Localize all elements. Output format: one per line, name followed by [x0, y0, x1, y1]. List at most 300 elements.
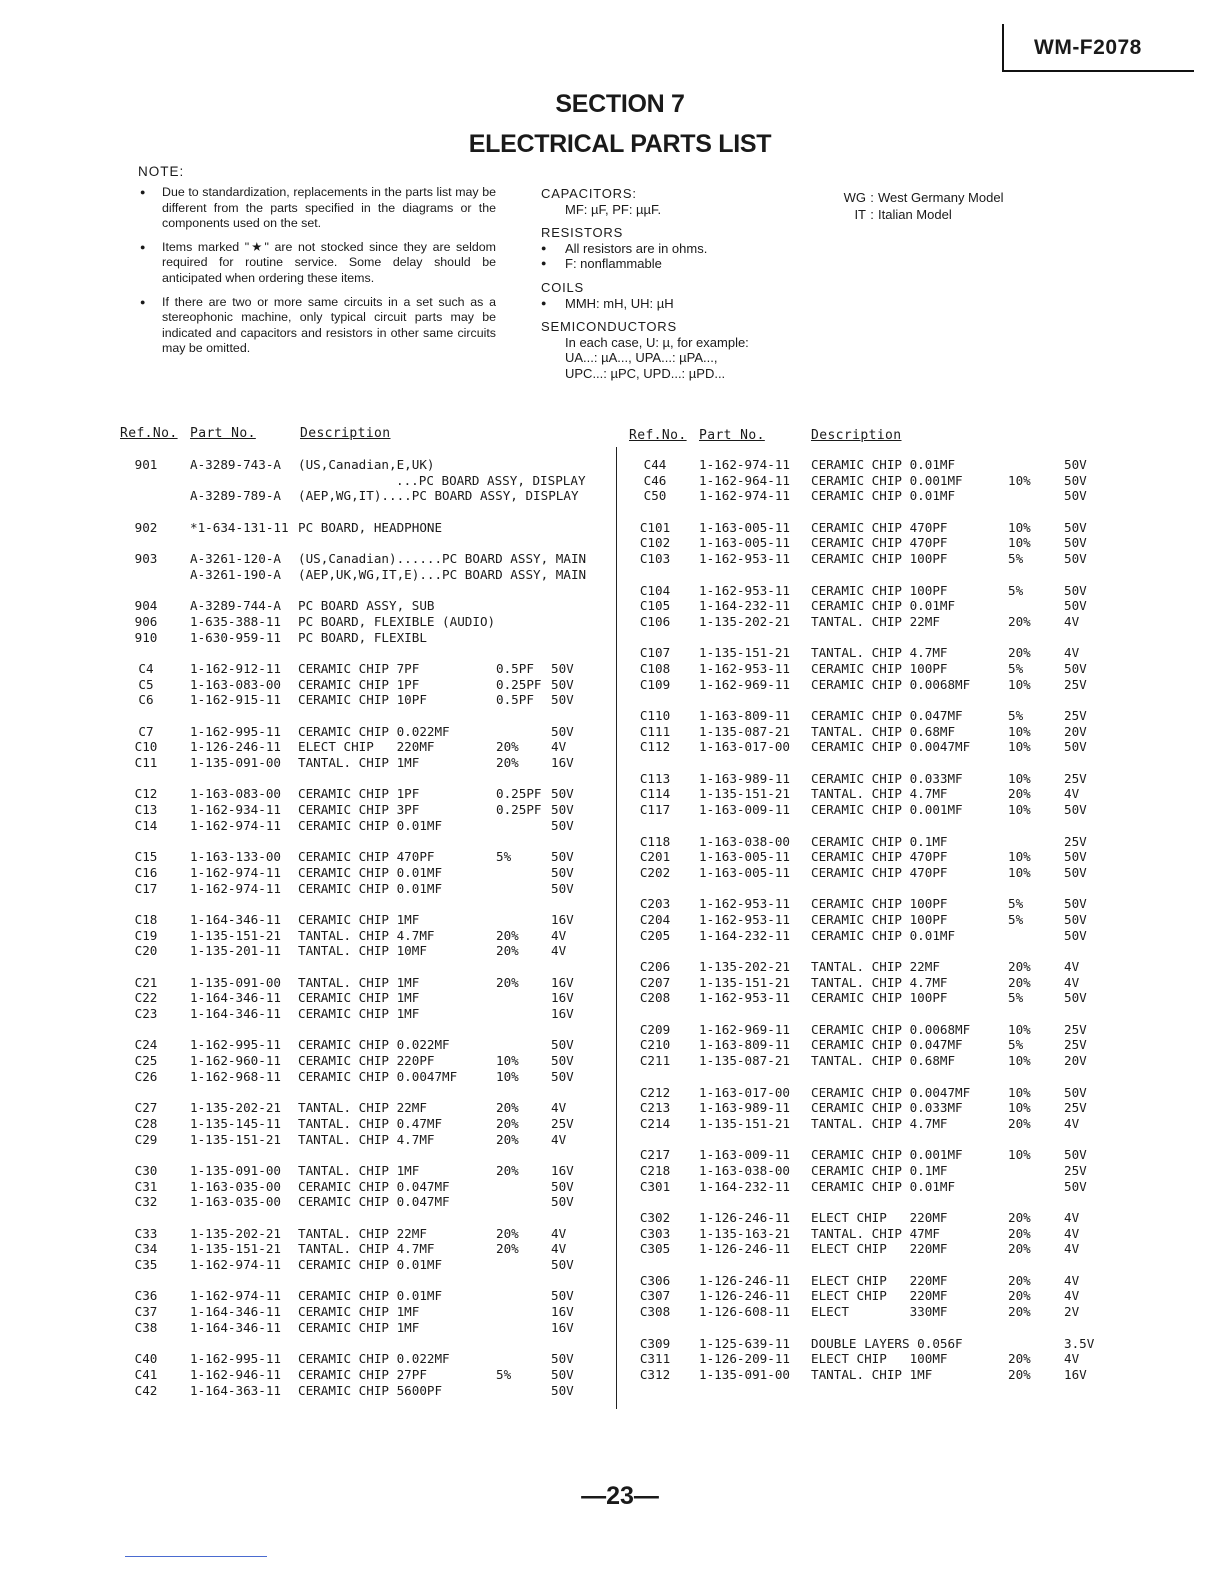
description-cell: CERAMIC CHIP 220PF	[298, 1053, 435, 1069]
description-cell: CERAMIC CHIP 0.001MF	[811, 802, 963, 818]
voltage-cell: 25V	[1064, 833, 1087, 849]
table-row	[120, 802, 610, 818]
voltage-cell: 25V	[551, 1115, 574, 1131]
description-cell: TANTAL. CHIP 4.7MF	[811, 1115, 948, 1131]
table-row	[630, 1085, 1100, 1101]
ref-no-cell: C37	[134, 1304, 158, 1320]
tolerance-cell: 10%	[1008, 739, 1031, 755]
capacitors-heading: CAPACITORS:	[541, 186, 637, 201]
table-row	[120, 692, 610, 708]
part-no-cell: 1-162-969-11	[699, 676, 790, 692]
ref-no-cell: C204	[639, 911, 671, 927]
voltage-cell: 25V	[1064, 1021, 1087, 1037]
voltage-cell: 50V	[1064, 457, 1087, 472]
description-cell: CERAMIC CHIP 0.01MF	[811, 927, 956, 943]
ref-no-cell: C24	[134, 1037, 158, 1053]
ref-no-cell: C40	[134, 1351, 158, 1367]
ref-no-cell: C50	[643, 488, 667, 504]
part-no-cell: 1-135-151-21	[190, 1241, 281, 1257]
capacitors-units: MF: µF, PF: µµF.	[565, 201, 662, 217]
tolerance-cell: 5%	[1008, 990, 1024, 1006]
ref-no-cell: C106	[639, 613, 671, 629]
tolerance-cell: 10%	[1008, 723, 1031, 739]
voltage-cell: 50V	[1064, 864, 1087, 880]
voltage-cell: 50V	[551, 1351, 574, 1367]
table-row	[120, 1069, 610, 1085]
description-cell: PC BOARD, FLEXIBL	[298, 629, 427, 645]
right-header-ref: Ref.No.	[629, 428, 687, 443]
description-cell: ELECT CHIP 220MF	[811, 1241, 948, 1257]
voltage-cell: 50V	[1064, 911, 1087, 927]
table-row	[120, 990, 610, 1006]
description-cell: TANTAL. CHIP 10MF	[298, 943, 427, 959]
voltage-cell: 4V	[1064, 1225, 1080, 1241]
part-no-cell: 1-135-091-00	[190, 974, 281, 990]
tolerance-cell: 10%	[1008, 676, 1031, 692]
description-cell: CERAMIC CHIP 0.022MF	[298, 1037, 450, 1053]
description-cell: CERAMIC CHIP 1MF	[298, 990, 420, 1006]
table-row	[120, 1320, 610, 1336]
table-row	[630, 645, 1100, 661]
part-no-cell: 1-163-989-11	[699, 770, 790, 786]
coils-units: ● MMH: mH, UH: µH	[541, 296, 811, 312]
semiconductors-heading: SEMICONDUCTORS	[541, 319, 677, 335]
ref-no-cell: C18	[134, 911, 158, 927]
table-row	[630, 786, 1100, 802]
part-no-cell: 1-135-202-21	[190, 1225, 281, 1241]
section-title: ELECTRICAL PARTS LIST	[468, 130, 772, 158]
voltage-cell: 50V	[551, 660, 574, 676]
description-cell: TANTAL. CHIP 4.7MF	[811, 786, 948, 802]
part-no-cell: 1-164-346-11	[190, 1319, 281, 1335]
table-row	[120, 1367, 610, 1383]
list-spacer	[630, 755, 1100, 771]
ref-no-cell: C213	[639, 1100, 671, 1116]
list-spacer	[120, 708, 610, 724]
part-no-cell: 1-163-038-00	[699, 833, 790, 849]
legend-key: IT	[854, 206, 866, 222]
part-no-cell: 1-125-639-11	[699, 1335, 790, 1351]
list-spacer	[630, 1257, 1100, 1273]
table-row	[120, 1179, 610, 1195]
part-no-cell: 1-135-091-00	[699, 1366, 790, 1382]
table-row	[120, 818, 610, 834]
table-row	[630, 990, 1100, 1006]
description-cell: CERAMIC CHIP 100PF	[811, 896, 948, 912]
right-header-desc: Description	[811, 428, 902, 443]
part-no-cell: 1-135-163-21	[699, 1225, 790, 1241]
part-no-cell: A-3289-743-A	[190, 457, 281, 472]
description-cell: ELECT CHIP 220MF	[811, 1210, 948, 1225]
ref-no-cell: C303	[639, 1225, 671, 1241]
voltage-cell: 25V	[1064, 1037, 1087, 1053]
description-cell: TANTAL. CHIP 0.47MF	[298, 1115, 443, 1131]
ref-no-cell: C21	[134, 974, 158, 990]
ref-no-cell: C38	[134, 1319, 158, 1335]
table-row	[630, 1226, 1100, 1242]
voltage-cell: 50V	[551, 1288, 574, 1304]
table-row	[120, 881, 610, 897]
description-cell: PC BOARD ASSY, SUB	[298, 598, 435, 614]
table-row	[120, 865, 610, 881]
table-row	[630, 1241, 1100, 1257]
description-cell: CERAMIC CHIP 0.047MF	[298, 1178, 450, 1194]
description-cell: DOUBLE LAYERS 0.056F	[811, 1335, 963, 1351]
table-row	[120, 1037, 610, 1053]
part-no-cell: 1-135-151-21	[699, 786, 790, 802]
description-cell: (AEP,UK,WG,IT,E)...PC BOARD ASSY, MAIN	[298, 566, 587, 582]
part-no-cell: 1-162-953-11	[699, 582, 790, 598]
part-no-cell: 1-126-246-11	[699, 1210, 790, 1225]
ref-no-cell: 910	[134, 629, 158, 645]
list-spacer	[630, 1069, 1100, 1085]
description-cell: CERAMIC CHIP 0.01MF	[811, 488, 956, 504]
table-row	[630, 1336, 1100, 1352]
part-no-cell: 1-162-968-11	[190, 1068, 281, 1084]
ref-no-cell: C15	[134, 849, 158, 865]
part-no-cell: 1-635-388-11	[190, 613, 281, 629]
part-no-cell: 1-162-974-11	[190, 880, 281, 896]
part-no-cell: 1-164-232-11	[699, 1178, 790, 1194]
description-cell: TANTAL. CHIP 22MF	[811, 959, 940, 974]
voltage-cell: 50V	[551, 676, 574, 692]
page-number: —23—	[581, 1482, 659, 1510]
voltage-cell: 50V	[551, 849, 574, 865]
voltage-cell: 25V	[1064, 770, 1087, 786]
left-header-desc: Description	[300, 426, 391, 441]
part-no-cell: 1-630-959-11	[190, 629, 281, 645]
table-row	[630, 551, 1100, 567]
part-no-cell: 1-135-151-21	[190, 1131, 281, 1147]
tolerance-cell: 20%	[496, 1225, 519, 1241]
tolerance-cell: 20%	[1008, 1304, 1031, 1320]
ref-no-cell: C46	[643, 472, 667, 488]
table-row	[630, 912, 1100, 928]
part-no-cell: 1-162-974-11	[190, 1288, 281, 1304]
tolerance-cell: 10%	[496, 1053, 519, 1069]
description-cell: TANTAL. CHIP 47MF	[811, 1225, 940, 1241]
voltage-cell: 50V	[1064, 582, 1087, 598]
part-no-cell: *1-634-131-11	[190, 519, 289, 535]
voltage-cell: 16V	[551, 755, 574, 771]
ref-no-cell: C301	[639, 1178, 671, 1194]
description-cell: CERAMIC CHIP 0.047MF	[298, 1194, 450, 1210]
description-cell: CERAMIC CHIP 0.01MF	[298, 864, 443, 880]
part-no-cell: 1-162-974-11	[699, 488, 790, 504]
tolerance-cell: 0.5PF	[496, 660, 534, 676]
voltage-cell: 4V	[1064, 1288, 1080, 1304]
description-cell: TANTAL. CHIP 1MF	[298, 755, 420, 771]
ref-no-cell: C217	[639, 1147, 671, 1163]
table-row	[630, 1273, 1100, 1289]
voltage-cell: 50V	[1064, 739, 1087, 755]
tolerance-cell: 20%	[496, 1100, 519, 1116]
units-legend	[541, 186, 811, 382]
voltage-cell: 4V	[551, 1225, 567, 1241]
ref-no-cell: C41	[134, 1366, 158, 1382]
table-row	[120, 1053, 610, 1069]
table-row	[630, 849, 1100, 865]
coils-heading: COILS	[541, 279, 585, 295]
voltage-cell: 4V	[1064, 1115, 1080, 1131]
ref-no-cell: C205	[639, 927, 671, 943]
voltage-cell: 2V	[1064, 1304, 1080, 1320]
voltage-cell: 50V	[1064, 990, 1087, 1006]
description-cell: CERAMIC CHIP 100PF	[811, 582, 948, 598]
footer-rule	[125, 1556, 267, 1557]
description-cell: TANTAL. CHIP 0.68MF	[811, 723, 956, 739]
description-cell: CERAMIC CHIP 0.1MF	[811, 1162, 948, 1178]
voltage-cell: 50V	[551, 1068, 574, 1084]
list-spacer	[630, 1194, 1100, 1210]
ref-no-cell: C103	[639, 551, 671, 567]
ref-no-cell: 902	[134, 519, 158, 535]
voltage-cell: 50V	[551, 1037, 574, 1053]
list-spacer	[630, 567, 1100, 583]
table-row	[630, 1147, 1100, 1163]
table-row	[120, 551, 610, 567]
ref-no-cell: C27	[134, 1100, 158, 1116]
part-no-cell: A-3289-744-A	[190, 598, 281, 614]
tolerance-cell: 20%	[1008, 974, 1031, 990]
list-spacer	[120, 1022, 610, 1038]
table-row	[120, 912, 610, 928]
description-cell: CERAMIC CHIP 100PF	[811, 660, 948, 676]
list-spacer	[630, 881, 1100, 897]
voltage-cell: 50V	[551, 802, 574, 818]
ref-no-cell: C306	[639, 1272, 671, 1288]
part-no-cell: 1-163-005-11	[699, 535, 790, 551]
model-legend	[822, 190, 1003, 223]
list-spacer	[630, 504, 1100, 520]
table-row	[630, 1163, 1100, 1179]
table-row	[630, 1179, 1100, 1195]
voltage-cell: 50V	[1064, 472, 1087, 488]
ref-no-cell: C16	[134, 864, 158, 880]
voltage-cell: 4V	[1064, 1272, 1080, 1288]
table-row	[630, 488, 1100, 504]
description-cell: TANTAL. CHIP 0.68MF	[811, 1053, 956, 1069]
tolerance-cell: 10%	[1008, 849, 1031, 865]
table-row	[120, 473, 610, 489]
part-no-cell: 1-162-995-11	[190, 723, 281, 739]
voltage-cell: 4V	[551, 1100, 567, 1116]
ref-no-cell: C30	[134, 1162, 158, 1178]
voltage-cell: 50V	[551, 723, 574, 739]
ref-no-cell: C35	[134, 1257, 158, 1273]
ref-no-cell: C32	[134, 1194, 158, 1210]
voltage-cell: 4V	[1064, 1351, 1080, 1367]
table-row	[120, 661, 610, 677]
table-row	[120, 975, 610, 991]
voltage-cell: 16V	[551, 1304, 574, 1320]
part-no-cell: 1-162-915-11	[190, 692, 281, 708]
note-item: ● Due to standardization, replacements in the parts list may be different from the parts specified in the diagrams or the components used on the set.	[140, 185, 496, 232]
model-number: WM-F2078	[1034, 36, 1142, 59]
part-no-cell: 1-162-953-11	[699, 551, 790, 567]
ref-no-cell: C212	[639, 1084, 671, 1100]
list-spacer	[120, 1147, 610, 1163]
table-row	[120, 739, 610, 755]
tolerance-cell: 0.5PF	[496, 692, 534, 708]
voltage-cell: 16V	[551, 1319, 574, 1335]
tolerance-cell: 20%	[1008, 786, 1031, 802]
table-row	[120, 943, 610, 959]
ref-no-cell: C209	[639, 1021, 671, 1037]
tolerance-cell: 5%	[1008, 551, 1024, 567]
voltage-cell: 4V	[1064, 613, 1080, 629]
ref-no-cell: C22	[134, 990, 158, 1006]
part-no-cell: 1-162-974-11	[190, 1257, 281, 1273]
ref-no-cell: 904	[134, 598, 158, 614]
voltage-cell: 50V	[1064, 519, 1087, 535]
part-no-cell: A-3289-789-A	[190, 488, 281, 504]
part-no-cell: 1-163-005-11	[699, 864, 790, 880]
description-cell: CERAMIC CHIP 0.01MF	[811, 598, 956, 614]
ref-no-cell: C20	[134, 943, 158, 959]
voltage-cell: 50V	[1064, 802, 1087, 818]
tolerance-cell: 5%	[1008, 896, 1024, 912]
voltage-cell: 25V	[1064, 1162, 1087, 1178]
ref-no-cell: C218	[639, 1162, 671, 1178]
semiconductors-note: UPC...: µPC, UPD...: µPD...	[565, 365, 726, 381]
table-row	[630, 834, 1100, 850]
tolerance-cell: 5%	[496, 849, 512, 865]
voltage-cell: 25V	[1064, 1100, 1087, 1116]
voltage-cell: 50V	[551, 1366, 574, 1382]
tolerance-cell: 5%	[1008, 911, 1024, 927]
list-spacer	[120, 896, 610, 912]
ref-no-cell: 903	[134, 551, 158, 567]
part-no-cell: 1-135-087-21	[699, 723, 790, 739]
resistors-heading: RESISTORS	[541, 225, 624, 241]
description-cell: CERAMIC CHIP 470PF	[811, 535, 948, 551]
table-row	[630, 1367, 1100, 1383]
list-spacer	[120, 771, 610, 787]
voltage-cell: 50V	[551, 1382, 574, 1398]
voltage-cell: 4V	[1064, 786, 1080, 802]
list-spacer	[120, 959, 610, 975]
table-row	[630, 1100, 1100, 1116]
part-no-cell: A-3261-120-A	[190, 551, 281, 567]
description-cell: CERAMIC CHIP 0.01MF	[298, 880, 443, 896]
description-cell: CERAMIC CHIP 470PF	[298, 849, 435, 865]
table-row	[120, 755, 610, 771]
table-row	[630, 614, 1100, 630]
description-cell: CERAMIC CHIP 0.001MF	[811, 1147, 963, 1163]
description-cell: CERAMIC CHIP 100PF	[811, 990, 948, 1006]
voltage-cell: 4V	[1064, 645, 1080, 661]
tolerance-cell: 5%	[1008, 660, 1024, 676]
table-row	[120, 1194, 610, 1210]
part-no-cell: 1-163-035-00	[190, 1194, 281, 1210]
ref-no-cell: C110	[639, 708, 671, 723]
table-row	[120, 630, 610, 646]
description-cell: CERAMIC CHIP 1MF	[298, 1304, 420, 1320]
part-no-cell: 1-126-608-11	[699, 1304, 790, 1320]
part-no-cell: 1-162-953-11	[699, 990, 790, 1006]
table-row	[630, 1288, 1100, 1304]
voltage-cell: 50V	[1064, 896, 1087, 912]
voltage-cell: 50V	[551, 817, 574, 833]
voltage-cell: 16V	[551, 1162, 574, 1178]
part-no-cell: 1-162-953-11	[699, 660, 790, 676]
voltage-cell: 4V	[551, 927, 567, 943]
table-row	[630, 1210, 1100, 1226]
table-row	[120, 1257, 610, 1273]
description-cell: CERAMIC CHIP 0.01MF	[811, 1178, 956, 1194]
voltage-cell: 50V	[1064, 598, 1087, 614]
ref-no-cell: C7	[138, 723, 154, 739]
voltage-cell: 16V	[551, 1006, 574, 1022]
tolerance-cell: 10%	[1008, 864, 1031, 880]
part-no-cell: 1-135-151-21	[190, 927, 281, 943]
tolerance-cell: 20%	[496, 755, 519, 771]
tolerance-cell: 20%	[1008, 645, 1031, 661]
voltage-cell: 4V	[1064, 959, 1080, 974]
voltage-cell: 4V	[551, 739, 567, 755]
ref-no-cell: C104	[639, 582, 671, 598]
table-row	[630, 598, 1100, 614]
description-cell: CERAMIC CHIP 1MF	[298, 1319, 420, 1335]
voltage-cell: 20V	[1064, 723, 1087, 739]
ref-no-cell: C101	[639, 519, 671, 535]
table-row	[630, 802, 1100, 818]
voltage-cell: 50V	[551, 880, 574, 896]
part-no-cell: 1-164-363-11	[190, 1382, 281, 1398]
part-no-cell: 1-135-202-21	[699, 613, 790, 629]
ref-no-cell: C207	[639, 974, 671, 990]
tolerance-cell: 5%	[1008, 582, 1024, 598]
voltage-cell: 4V	[1064, 974, 1080, 990]
tolerance-cell: 10%	[496, 1068, 519, 1084]
part-no-cell: 1-126-246-11	[699, 1241, 790, 1257]
ref-no-cell: C202	[639, 864, 671, 880]
voltage-cell: 4V	[1064, 1210, 1080, 1225]
tolerance-cell: 20%	[1008, 1351, 1031, 1367]
ref-no-cell: C211	[639, 1053, 671, 1069]
part-no-cell: 1-163-017-00	[699, 1084, 790, 1100]
table-row	[630, 959, 1100, 975]
description-cell: CERAMIC CHIP 0.01MF	[298, 1288, 443, 1304]
part-no-cell: 1-162-960-11	[190, 1053, 281, 1069]
semiconductors-note: UA...: µA..., UPA...: µPA...,	[565, 350, 718, 366]
part-no-cell: 1-163-083-00	[190, 676, 281, 692]
voltage-cell: 50V	[1064, 551, 1087, 567]
legend-value: Italian Model	[878, 206, 952, 222]
list-spacer	[630, 1320, 1100, 1336]
tolerance-cell: 10%	[1008, 1147, 1031, 1163]
voltage-cell: 50V	[1064, 1178, 1087, 1194]
voltage-cell: 50V	[551, 1194, 574, 1210]
description-cell: PC BOARD, HEADPHONE	[298, 519, 443, 535]
ref-no-cell: C308	[639, 1304, 671, 1320]
ref-no-cell: C29	[134, 1131, 158, 1147]
tolerance-cell: 20%	[1008, 1288, 1031, 1304]
description-cell: CERAMIC CHIP 1MF	[298, 911, 420, 927]
tolerance-cell: 5%	[1008, 1037, 1024, 1053]
tolerance-cell: 20%	[496, 943, 519, 959]
description-cell: (AEP,WG,IT)....PC BOARD ASSY, DISPLAY	[298, 488, 579, 504]
tolerance-cell: 0.25PF	[496, 676, 542, 692]
voltage-cell: 25V	[1064, 708, 1087, 723]
voltage-cell: 16V	[551, 990, 574, 1006]
list-spacer	[630, 818, 1100, 834]
ref-no-cell: C312	[639, 1366, 671, 1382]
part-no-cell: 1-162-964-11	[699, 472, 790, 488]
description-cell: CERAMIC CHIP 470PF	[811, 849, 948, 865]
table-row	[630, 928, 1100, 944]
